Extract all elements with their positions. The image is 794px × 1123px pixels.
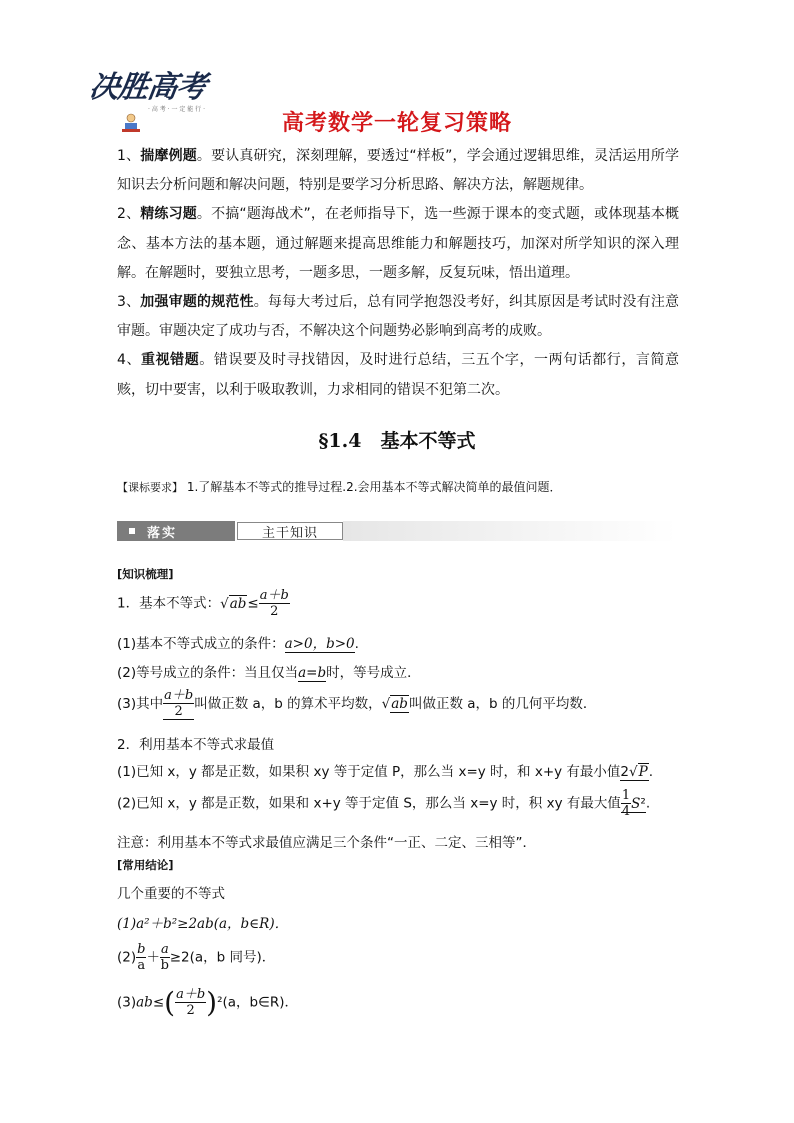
conclusions-heading: [常用结论] — [117, 858, 174, 872]
section-title: §1.4 基本不等式 — [318, 430, 476, 452]
sqrt-ab: √ab — [220, 595, 247, 612]
fraction-b-over-a: $\frac{b}{a}$ — [137, 942, 146, 973]
strategy-item: 3、加强审题的规范性。每每大考过后，总有同学抱怨没考好，纠其原因是考试时没有注意审题。审题决定了成功与否，不解决这个问题势必影响到高考的成败。 — [117, 294, 679, 340]
requirement-tag: 【课标要求】 — [117, 481, 183, 494]
arithmetic-mean-fraction: $\frac{a+b}{2}$ — [164, 688, 194, 719]
bar-light-label: 主干知识 — [262, 526, 319, 541]
fraction-a-plus-b-over-2-c3: $\frac{a+b}{2}$ — [176, 987, 206, 1018]
equality-value: a=b — [298, 665, 327, 681]
fraction-a-plus-b-over-2: $\frac{a+b}{2}$ — [259, 588, 289, 619]
condition-value: a>0，b>0 — [284, 636, 355, 652]
strategy-list — [117, 142, 679, 405]
max-value: $\frac{1}{4}$ S² — [621, 788, 646, 819]
section-bar — [117, 521, 677, 541]
knowledge-note: 注意：利用基本不等式求最值应满足三个条件“一正、二定、三相等”． — [117, 835, 536, 851]
square-icon — [129, 528, 135, 534]
requirement-text: 1.了解基本不等式的推导过程.2.会用基本不等式解决简单的最值问题． — [186, 480, 562, 494]
bar-dark-label: 落实 — [147, 526, 178, 541]
bar-dark — [117, 521, 235, 541]
fraction-a-over-b: $\frac{a}{b}$ — [160, 942, 169, 973]
geometric-mean-sqrt: √ab — [381, 696, 408, 712]
knowledge-line-3: (3)其中 $\frac{a+b}{2}$ 叫做正数 a，b 的算术平均数，√ab叫做正数 a，b 的几何平均数． — [117, 688, 597, 719]
strategy-item: 1、揣摩例题。要认真研究，深刻理解，要透过“样板”，学会通过逻辑思维，灵活运用所学知识去分析问题和解决问题，特别是要学习分析思路、解决方法，解题规律。 — [117, 148, 679, 194]
bar-fade — [343, 521, 677, 541]
knowledge-heading: [知识梳理] — [117, 567, 174, 581]
min-value: 2√P — [620, 764, 648, 780]
knowledge-line-1: (1)基本不等式成立的条件：a>0，b>0. — [117, 636, 359, 652]
logo-text: 决胜高考 — [87, 70, 208, 105]
knowledge-line-2: (2)等号成立的条件：当且仅当a=b时，等号成立． — [117, 665, 421, 681]
knowledge-min: (1)已知 x，y 都是正数，如果积 xy 等于定值 P，那么当 x=y 时，和 x+y 有最小值2√P. — [117, 764, 654, 780]
requirement — [117, 478, 562, 495]
logo-subtitle: · 高 考 · 一 定 能 行 · — [148, 106, 205, 113]
knowledge-max: (2)已知 x，y 都是正数，如果和 x+y 等于定值 S，那么当 x=y 时，积 xy 有最大值 $\frac{1}{4}$ S². — [117, 788, 651, 819]
strategy-item: 2、精练习题。不搞“题海战术”，在老师指导下，选一些源于课本的变式题，或体现基本概念、基本方法的基本题，通过解题来提高思维能力和解题技巧，加深对所学知识的深入理解。在解题时，要独立思考，一题多思，一题多解，反复玩味，悟出道理。 — [117, 206, 679, 281]
conclusion-3: (3)ab≤( $\frac{a+b}{2}$ )²(a，b∈R)． — [117, 986, 299, 1019]
conclusions-title: 几个重要的不等式 — [117, 886, 225, 902]
knowledge-item-1: 1．基本不等式：√ab≤ $\frac{a+b}{2}$ — [117, 588, 289, 619]
knowledge-item-2: 2．利用基本不等式求最值 — [117, 737, 275, 753]
banner-title: 高考数学一轮复习策略 — [281, 111, 512, 136]
conclusion-1: (1)a²＋b²≥2ab(a，b∈R)． — [117, 916, 289, 932]
bar-light — [237, 522, 343, 540]
strategy-item: 4、重视错题。错误要及时寻找错因，及时进行总结，三五个字，一两句话都行，言简意赅，切中要害，以利于吸取教训，力求相同的错误不犯第二次。 — [117, 352, 679, 398]
conclusion-2: (2) $\frac{b}{a}$ ＋ $\frac{a}{b}$ ≥2(a，b 同号)． — [117, 942, 276, 973]
